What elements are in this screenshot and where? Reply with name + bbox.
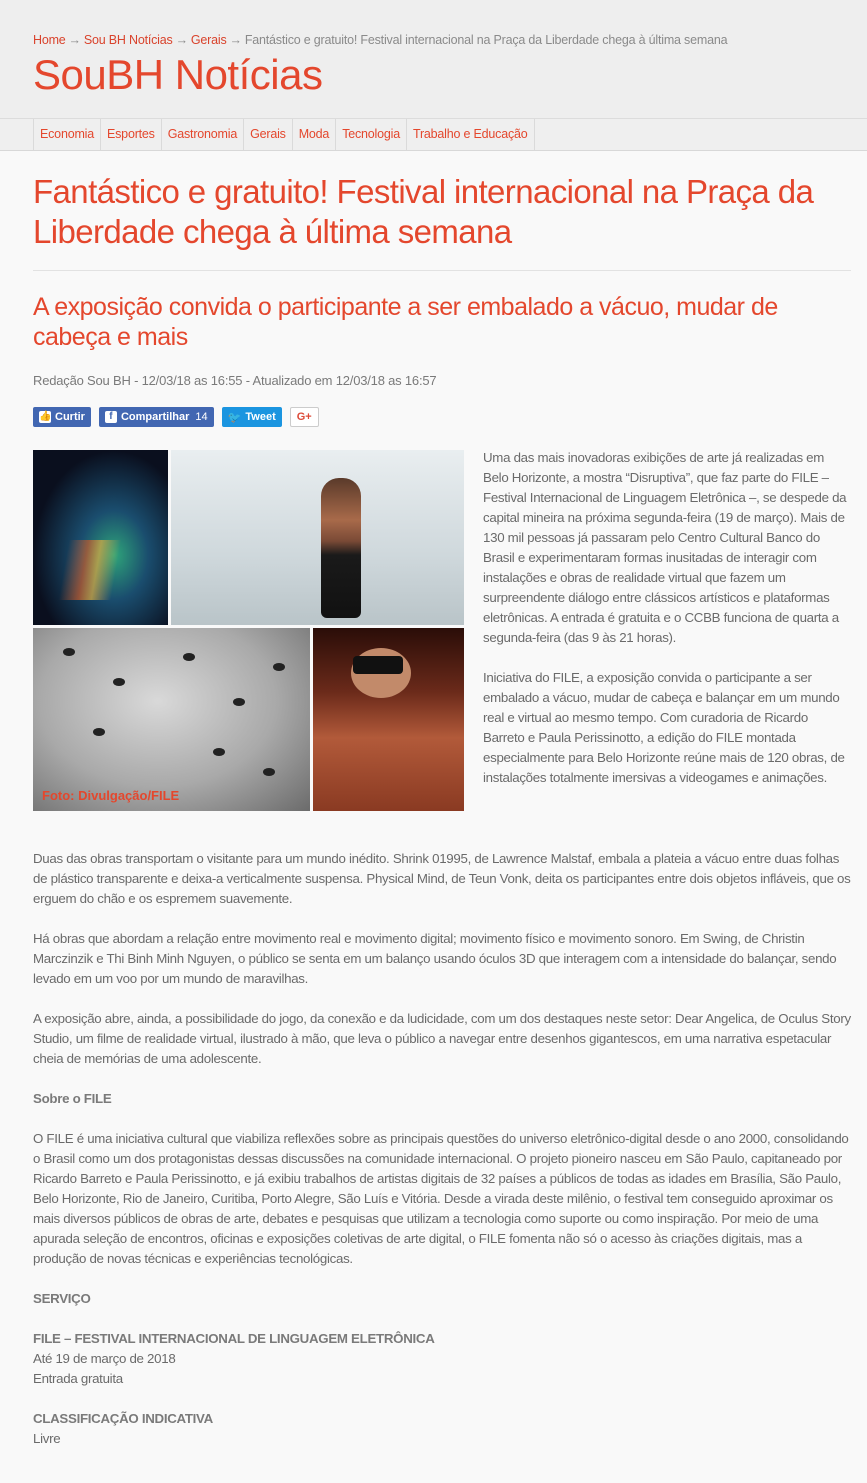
rating-heading: CLASSIFICAÇÃO INDICATIVA [33,1411,213,1426]
like-label: Curtir [55,411,85,423]
facebook-icon: f [105,411,117,423]
google-plus-button[interactable] [290,407,319,427]
thumbs-up-icon: 👍 [39,411,52,422]
article-paragraph: Uma das mais inovadoras exibições de arte já realizadas em Belo Horizonte, a mostra “Disruptiva”, que faz parte do FILE – Festival Internacional de Linguagem Eletrônica –, se despede da capital mineira na próxima segunda-feira (19 de março). Mais de 130 mil pessoas já passaram pelo Centro Cultural Banco do Brasil e experimentaram formas inusitadas de interagir com instalações e obras de realidade virtual que fazem um surpreendente diálogo entre clássicos artísticos e plataformas eletrônicas. A entrada é gratuita e o CCBB funciona de quarta a segunda-feira (das 9 às 21 horas). [483,450,847,645]
article-paragraph: A exposição abre, ainda, a possibilidade do jogo, da conexão e da ludicidade, com um dos destaques neste setor: Dear Angelica, de Oculus Story Studio, um filme de realidade virtual, ilustrado à mão, que leva o público a navegar entre desenhos gigantescos, em uma narrativa espetacular cheia de memórias de uma adolescente. [33,1011,851,1066]
photo-caption: Foto: Divulgação/FILE [42,788,180,803]
breadcrumb-separator: → [68,33,81,47]
photo-vr-swing [313,628,464,811]
photo-collage [33,450,464,811]
decor-dot [263,768,275,776]
performer-figure [321,478,361,618]
tweet-label: Tweet [245,411,276,423]
photo-neon-installation [33,450,168,625]
facebook-share-button[interactable] [99,407,214,427]
nav-item-moda[interactable]: Moda [292,119,335,150]
service-heading: SERVIÇO [33,1291,91,1306]
photo-performer-cables [171,450,464,625]
nav-item-gastronomia[interactable]: Gastronomia [161,119,243,150]
decor-dot [63,648,75,656]
breadcrumb-separator: → [175,33,188,47]
breadcrumb-separator: → [229,33,242,47]
nav-item-gerais[interactable]: Gerais [243,119,292,150]
decor-dot [213,748,225,756]
breadcrumb [33,0,834,47]
service-date: Até 19 de março de 2018 [33,1351,176,1366]
article-body [33,849,851,1469]
article-paragraph: Iniciativa do FILE, a exposição convida o participante a ser embalado a vácuo, mudar de cabeça e balançar em um mundo real e virtual ao mesmo tempo. Com curadoria de Ricardo Barreto e Paula Perissinotto, a edição do FILE montada especialmente para Belo Horizonte reúne mais de 120 obras, de instalações totalmente imersivas a videogames e animações. [483,670,845,785]
share-count: 14 [195,411,208,423]
facebook-like-button[interactable] [33,407,91,427]
share-label: Compartilhar [120,411,190,423]
gplus-label: G+ [296,411,312,423]
service-price: Entrada gratuita [33,1371,123,1386]
article-byline: Redação Sou BH - 12/03/18 as 16:55 - Atualizado em 12/03/18 as 16:57 [33,373,437,388]
photo-suspended-objects [33,628,310,811]
tweet-button[interactable] [222,407,282,427]
breadcrumb-current: Fantástico e gratuito! Festival internacional na Praça da Liberdade chega à última semana [244,33,728,47]
service-title: FILE – FESTIVAL INTERNACIONAL DE LINGUAGEM ELETRÔNICA [33,1331,435,1346]
nav-item-tecnologia[interactable]: Tecnologia [335,119,406,150]
about-heading: Sobre o FILE [33,1091,112,1106]
decor-dot [113,678,125,686]
decor-dot [273,663,285,671]
nav-item-esportes[interactable]: Esportes [100,119,161,150]
rating-value: Livre [33,1431,61,1446]
main-nav [0,119,867,151]
twitter-bird-icon: 🐦 [227,411,242,424]
site-header [0,0,867,119]
article-subhead: A exposição convida o participante a ser embalado a vácuo, mudar de cabeça e mais [33,293,778,351]
breadcrumb-category[interactable]: Gerais [190,33,227,47]
social-buttons [33,407,851,427]
site-title[interactable]: SouBH Notícias [33,51,323,98]
about-text: O FILE é uma iniciativa cultural que viabiliza reflexões sobre as principais questões do universo eletrônico-digital desde o ano 2000, consolidando o Brasil como um dos protagonistas dessas discussões na comunidade internacional. O projeto pioneiro nasceu em São Paulo, capitaneado por Ricardo Barreto e Paula Perissinotto, e já exibiu trabalhos de artistas digitais de 32 países a públicos de todas as idades em Brasília, São Paulo, Belo Horizonte, Rio de Janeiro, Curitiba, Porto Alegre, São Luís e Vitória. Desde a virada deste milênio, o festival tem conseguido aproximar os mais diversos públicos de obras de arte, debates e pesquisas que utilizam a tecnologia como suporte ou como inspiração. Por meio de uma apurada seleção de encontros, oficinas e exposições coletivas de arte digital, o FILE fomenta não só o acesso às criações digitais, mas a produção de novas técnicas e experiências tecnológicas. [33,1131,849,1266]
article-paragraph: Duas das obras transportam o visitante para um mundo inédito. Shrink 01995, de Lawrence Malstaf, embala a plateia a vácuo entre duas folhas de plástico transparente e deixa-a verticalmente suspensa. Physical Mind, de Teun Vonk, deita os participantes entre dois objetos infláveis, que os erguem do chão e os espremem suavemente. [33,851,851,906]
article-paragraph: Há obras que abordam a relação entre movimento real e movimento digital; movimento físico e movimento sonoro. Em Swing, de Christin Marczinzik e Thi Binh Minh Nguyen, o público se senta em um balanço usando óculos 3D que interagem com a intensidade do balançar, sendo levado em um voo por um mundo de maravilhas. [33,931,837,986]
breadcrumb-home[interactable]: Home [33,33,66,47]
nav-item-trabalho-educacao[interactable]: Trabalho e Educação [406,119,535,150]
decor-dot [93,728,105,736]
breadcrumb-section[interactable]: Sou BH Notícias [83,33,173,47]
article [33,152,851,1446]
decor-dot [233,698,245,706]
decor-dot [183,653,195,661]
article-intro-text [483,448,851,808]
article-headline: Fantástico e gratuito! Festival internacional na Praça da Liberdade chega à última semana [33,172,851,271]
nav-item-economia[interactable]: Economia [33,119,100,150]
vr-headset [353,656,403,674]
